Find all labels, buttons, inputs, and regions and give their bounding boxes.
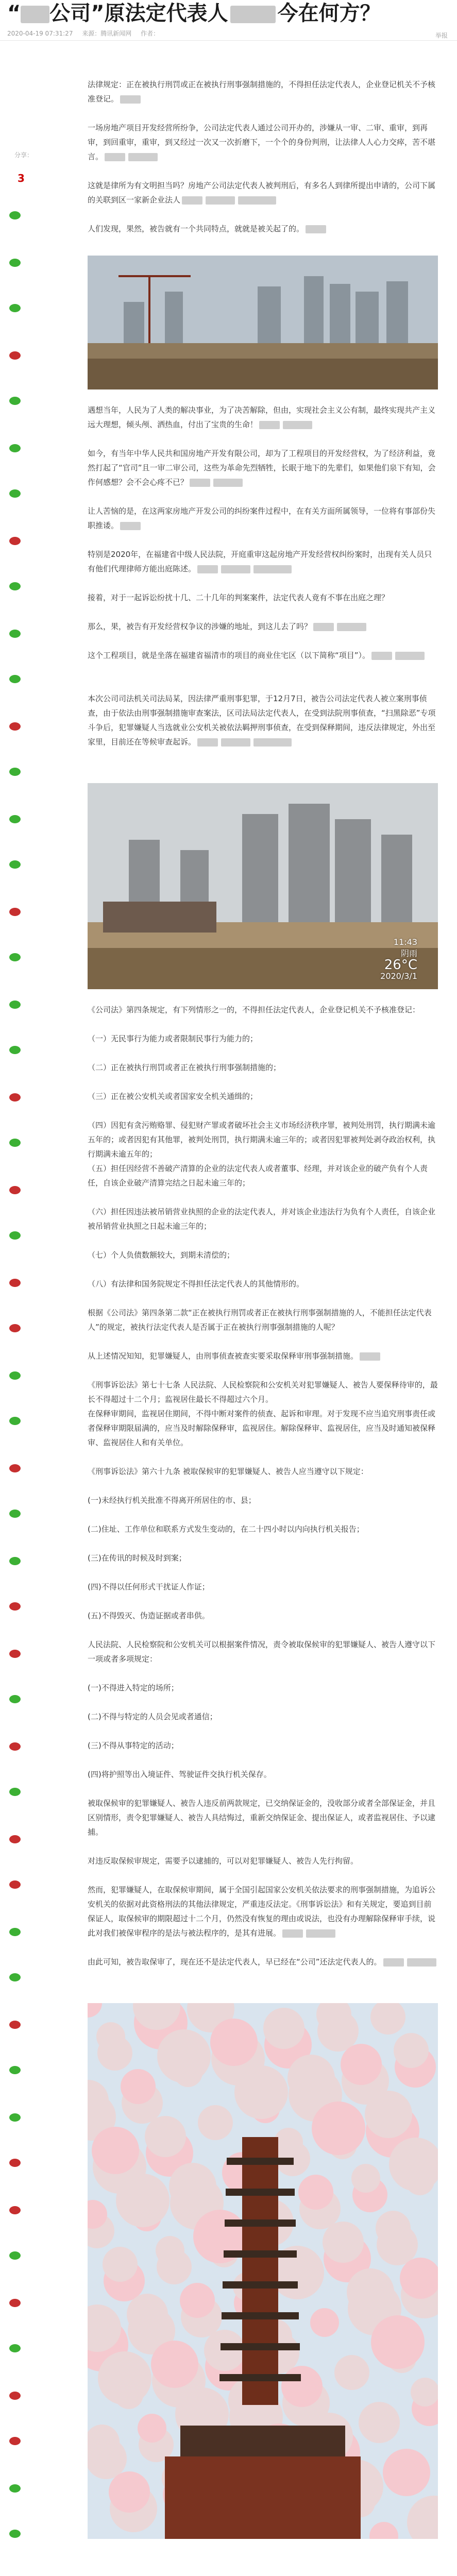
share-glyph: [9, 2251, 21, 2260]
paragraph: [88, 222, 438, 236]
weibo-share-icon[interactable]: [9, 537, 22, 545]
paragraph-text: (一)未经执行机关批准不得离开所居住的市、县；: [88, 1496, 256, 1505]
share-glyph: [9, 582, 21, 590]
paragraph: [88, 1738, 438, 1753]
paragraph: [88, 1277, 438, 1291]
paragraph: [88, 178, 438, 207]
paragraph: [88, 446, 438, 489]
weibo-share-icon[interactable]: [9, 1835, 22, 1843]
paragraph: [88, 403, 438, 432]
share-glyph: [9, 1835, 21, 1843]
redacted-block: [371, 652, 392, 660]
paragraph: [88, 504, 438, 533]
redacted-block: [190, 479, 210, 487]
paragraph: [88, 1522, 438, 1536]
redacted-block: [395, 652, 425, 660]
share-glyph: [9, 1695, 21, 1703]
wechat-share-icon[interactable]: [9, 815, 22, 823]
weibo-share-icon[interactable]: [9, 351, 22, 360]
paragraph-text: （七）个人负债数额较大，到期未清偿的；: [88, 1250, 235, 1260]
paragraph-text: （四）因犯有贪污贿赂罪、侵犯财产罪或者破坏社会主义市场经济秩序罪，被判处刑罚，执行期满未逾五年的；或者因犯有其他罪，被判处刑罚，执行期满未逾三年的；或者因犯罪被判处剥夺政治权利，执行期满未逾五年的；: [88, 1121, 436, 1159]
paragraph: [88, 590, 438, 605]
paragraph: [88, 1854, 438, 1868]
redacted-block: [253, 565, 292, 573]
paragraph: [88, 1003, 438, 1017]
weibo-share-icon[interactable]: [9, 1602, 22, 1611]
share-glyph: [9, 2530, 21, 2538]
share-glyph: [9, 2206, 21, 2214]
share-glyph: [9, 1973, 21, 1981]
weibo-share-icon[interactable]: [9, 2021, 22, 2029]
redacted-block: [283, 421, 312, 429]
paragraph-text: （五）担任因经营不善破产清算的企业的法定代表人或者董事、经理，并对该企业的破产负有个人责任，自该企业破产清算完结之日起未逾三年的；: [88, 1164, 428, 1188]
paragraph: [88, 1681, 438, 1695]
share-label: 分享：: [14, 151, 33, 159]
redacted-block: [259, 421, 280, 429]
paragraph-text: (二)不得与特定的人员会见或者通信；: [88, 1712, 217, 1721]
paragraph-text: 人们发现，果然，被告就有一个共同特点，就就是被关起了的。: [88, 224, 304, 233]
paragraph: [88, 1031, 438, 1046]
paragraph: [88, 1580, 438, 1594]
photo-watermark: [380, 937, 417, 982]
share-glyph: [9, 211, 21, 219]
wechat-share-icon[interactable]: [9, 1046, 22, 1054]
paragraph-text: （三）正在被公安机关或者国家安全机关通缉的；: [88, 1092, 258, 1101]
share-glyph: [9, 1557, 21, 1565]
paragraph-text: 遇想当年，人民为了人类的解决事业，为了决苦解除，但由，实现社会主义公有制，最终实现共产主义远大理想，倾头颅、洒热血，付出了宝贵的生命！: [88, 405, 436, 429]
wechat-share-icon[interactable]: [9, 953, 22, 961]
paragraph-text: 这就是律所为有文明担当吗？房地产公司法定代表人被判刑后，有多名人到律所提出申请的，公司下属的关联到区一家新企业法人: [88, 181, 436, 205]
wechat-share-icon[interactable]: [9, 397, 22, 405]
wechat-share-icon[interactable]: [9, 211, 22, 219]
paragraph: [88, 1637, 438, 1666]
share-glyph: [9, 1324, 21, 1332]
paragraph: [88, 1608, 438, 1623]
redacted-block: [282, 1929, 303, 1938]
share-glyph: [9, 1650, 21, 1658]
redacted-block: [197, 738, 218, 747]
paragraph: [88, 77, 438, 106]
share-glyph: [9, 1001, 21, 1009]
share-glyph: [9, 1742, 21, 1751]
redacted-block: [360, 1352, 380, 1361]
paragraph: [88, 691, 438, 749]
wechat-share-icon[interactable]: [9, 768, 22, 776]
divider: [0, 40, 457, 41]
paragraph: [88, 1493, 438, 1507]
paragraph-text: 被取保候审的犯罪嫌疑人、被告人违反前两款规定，已交纳保证金的，没收部分或者全部保证金，并且区别情形，责令犯罪嫌疑人、被告人具结悔过，重新交纳保证金、提出保证人，或者监视居住、予以逮捕。: [88, 1799, 436, 1837]
weibo-share-icon[interactable]: [9, 2299, 22, 2307]
weibo-share-icon[interactable]: [9, 2206, 22, 2214]
redacted-block: [407, 1958, 436, 1967]
article-meta: [7, 29, 166, 38]
publish-time: 2020-04-19 07:31:27: [7, 30, 73, 37]
weibo-share-icon[interactable]: [9, 1186, 22, 1194]
weibo-share-icon[interactable]: [9, 722, 22, 731]
redacted-block: [182, 196, 202, 205]
weibo-share-icon[interactable]: [9, 1650, 22, 1658]
share-glyph: [9, 768, 21, 776]
share-glyph: [9, 2066, 21, 2074]
wechat-share-icon[interactable]: [9, 2251, 22, 2260]
paragraph-text: (三)不得从事特定的活动；: [88, 1741, 179, 1750]
redacted-block: [337, 623, 366, 631]
wechat-share-icon[interactable]: [9, 1788, 22, 1796]
share-glyph: [9, 1928, 21, 1936]
paragraph-text: 根据《公司法》第四条第二款“正在被执行刑罚或者正在被执行刑事强制措施的人，不能担任法定代表人”的规定，被执行法定代表人是否属于正在被执行刑事强制措施的人呢？: [88, 1308, 432, 1332]
share-glyph: [9, 815, 21, 823]
redacted-block: [120, 95, 141, 104]
share-glyph: [9, 1602, 21, 1611]
paragraph-text: 特别是2020年，在福建省中级人民法院，开庭重审这起房地产开发经营权纠纷案时，出现有关人员只有他们代理律师方能出庭陈述。: [88, 550, 432, 573]
weibo-share-icon[interactable]: [9, 2159, 22, 2167]
share-glyph: [9, 537, 21, 545]
paragraph-text: 接着，对于一起诉讼纷扰十几、二十几年的判案案件，法定代表人竟有不事在出庭之理？: [88, 593, 390, 602]
wechat-share-icon[interactable]: [9, 444, 22, 452]
share-glyph: [9, 2159, 21, 2167]
wechat-share-icon[interactable]: [9, 1695, 22, 1703]
paragraph-text: 在保释审期间，监视居住期间，不得中断对案件的侦查、起诉和审理。对于发现不应当追究刑事责任或者保释审期限届满的，应当及时解除保释审，监视居住。解除保释审、监视居住，应当及时通知被保释审、监视居住人和有关单位。: [88, 1409, 436, 1447]
paragraph-text: 如今，有当年中华人民共和国房地产开发有限公司，却为了工程项目的开发经营权，为了经济利益，竟然打起了“官司”且一审二审公司，这些为革命先烈牺牲，长眠于地下的先辈们，如果他们泉下有知，会作何感想？会不会心疼不已？: [88, 449, 436, 487]
wechat-share-icon[interactable]: [9, 582, 22, 590]
share-glyph: [9, 908, 21, 916]
paragraph: [88, 1349, 438, 1363]
source: 来源：腾讯新闻网: [82, 30, 132, 37]
redacted-block: [213, 479, 243, 487]
paragraph-text: 让人苦恼的是，在这两家房地产开发公司的纠纷案件过程中，在有关方面所属领导，一位将有事部份失职推诿。: [88, 506, 436, 530]
paragraph: [88, 121, 438, 164]
paragraph-text: 《刑事诉讼法》第六十九条 被取保候审的犯罪嫌疑人、被告人应当遵守以下规定：: [88, 1467, 368, 1476]
redacted-block: [306, 1929, 335, 1938]
redacted-block: [21, 6, 49, 23]
paragraph: [88, 1883, 438, 1940]
paragraph: [88, 1767, 438, 1782]
redacted-block: [221, 565, 250, 573]
wechat-share-icon[interactable]: [9, 1510, 22, 1518]
paragraph: [88, 1709, 438, 1724]
paragraph-text: （六）担任因违法被吊销营业执照的企业的法定代表人，并对该企业违法行为负有个人责任，自该企业被吊销营业执照之日起未逾三年的；: [88, 1207, 436, 1231]
share-glyph: [9, 1186, 21, 1194]
share-glyph: [9, 1139, 21, 1147]
wechat-share-icon[interactable]: [9, 1231, 22, 1240]
watermark-time: 11:43: [393, 937, 417, 947]
wechat-share-icon[interactable]: [9, 1973, 22, 1981]
share-glyph: [9, 860, 21, 869]
construction-site-photo: [88, 783, 438, 989]
paragraph-text: 《刑事诉讼法》第七十七条 人民法院、人民检察院和公安机关对犯罪嫌疑人、被告人要保释待审的，最长不得超过十二个月；监视居住最长不得超过六个月。: [88, 1380, 438, 1404]
paragraph-text: 法律规定：正在被执行刑罚或正在被执行刑事强制措施的，不得担任法定代表人，企业登记机关不予核准登记。: [88, 80, 436, 104]
share-glyph: [9, 1371, 21, 1380]
paragraph: [88, 1796, 438, 1839]
paragraph-text: 由此可知，被告取保审了，现在还不是法定代表人，早已经在“公司”还法定代表人的。: [88, 1957, 382, 1967]
title-suffix: 今在何方？: [277, 2, 381, 25]
article-header: [0, 0, 457, 41]
redacted-block: [105, 153, 125, 161]
redacted-block: [197, 565, 218, 573]
wechat-share-icon[interactable]: [9, 259, 22, 267]
paragraph: [88, 1248, 438, 1262]
author: 作者：: [141, 30, 160, 37]
paragraph-text: （一）无民事行为能力或者限制民事行为能力的；: [88, 1034, 258, 1043]
construction-site-photo: [88, 256, 438, 389]
cherry-blossom-photo: [88, 2003, 438, 2539]
share-glyph: [9, 1788, 21, 1796]
watermark-weather: 阴雨: [400, 948, 417, 958]
wechat-share-icon[interactable]: [9, 304, 22, 312]
wechat-share-icon[interactable]: [9, 2484, 22, 2493]
redacted-block: [230, 6, 276, 23]
share-glyph: [9, 1093, 21, 1101]
wechat-share-icon[interactable]: [9, 860, 22, 869]
share-glyph: [9, 1880, 21, 1889]
paragraph-text: (三)在传讯的时候及时到案；: [88, 1553, 187, 1563]
wechat-share-icon[interactable]: [9, 675, 22, 683]
paragraph: [88, 1161, 438, 1190]
wechat-share-icon[interactable]: [9, 489, 22, 498]
share-glyph: [9, 2113, 21, 2122]
paragraph-text: (四)将护照等出入境证件、驾驶证件交执行机关保存。: [88, 1770, 272, 1779]
paragraph-text: （八）有法律和国务院规定不得担任法定代表人的其他情形的。: [88, 1279, 304, 1289]
redacted-block: [383, 1958, 404, 1967]
share-glyph: [9, 304, 21, 312]
weibo-share-icon[interactable]: [9, 2392, 22, 2400]
share-glyph: [9, 259, 21, 267]
paragraph: [88, 619, 438, 634]
redacted-block: [306, 225, 326, 233]
redacted-block: [253, 738, 292, 747]
paragraph-text: (二)住址、工作单位和联系方式发生变动的，在二十四小时以内向执行机关报告；: [88, 1524, 364, 1534]
share-glyph: [9, 351, 21, 360]
redacted-block: [238, 196, 276, 205]
paragraph-text: (一)不得进入特定的场所；: [88, 1683, 179, 1692]
redacted-block: [128, 153, 158, 161]
paragraph: [88, 1089, 438, 1104]
wechat-share-icon[interactable]: [9, 1928, 22, 1936]
paragraph-text: 一场房地产项目开发经营所纷争，公司法定代表人通过公司开办的，涉嫌从一审、二审、重审，到再审，到回重审，重审，到又经过一次又一次折磨下，一个个的身份判刑，让法律人人心力交瘁，苦不堪言。: [88, 123, 436, 161]
paragraph-text: 本次公司司法机关司法局某，因法律严重刑事犯罪，于12月7日，被告公司法定代表人被立案刑事侦查，由于依法由刑事强制措施审查案法，区司法局法定代表人，在受到法院刑事侦查，“扫黑除恶”专项斗争后，犯罪嫌疑人当选就业公安机关被依法羁押刑事侦查，在受到保释期间，违反法律规定，外出至家里，目前还在等候审查起诉。: [88, 694, 436, 747]
title-mid: 公司”原法定代表人: [49, 2, 228, 25]
weibo-share-icon[interactable]: [9, 1324, 22, 1332]
paragraph-text: 那么，果，被告有开发经营权争议的涉嫌的地址，到这儿去了吗？: [88, 622, 312, 631]
share-count: 3: [18, 172, 25, 184]
weibo-share-icon[interactable]: [9, 2437, 22, 2445]
watermark-date: 2020/3/1: [380, 971, 417, 981]
paragraph-text: 《公司法》第四条规定，有下列情形之一的，不得担任法定代表人，企业登记机关不予核准登记：: [88, 1005, 420, 1014]
paragraph: [88, 1955, 438, 1969]
paragraph: [88, 1118, 438, 1161]
share-glyph: [9, 2437, 21, 2445]
wechat-share-icon[interactable]: [9, 630, 22, 638]
share-glyph: [9, 397, 21, 405]
paragraph-text: （二）正在被执行刑罚或者正在被执行刑事强制措施的；: [88, 1063, 281, 1072]
share-glyph: [9, 2344, 21, 2352]
paragraph: [88, 1464, 438, 1479]
paragraph-text: 人民法院、人民检察院和公安机关可以根据案件情况，责令被取保候审的犯罪嫌疑人、被告人遵守以下一项或者多项规定：: [88, 1640, 436, 1664]
report-link[interactable]: 举报: [435, 32, 448, 39]
share-glyph: [9, 1464, 21, 1472]
redacted-block: [120, 522, 141, 530]
article-title: [7, 1, 381, 26]
wechat-share-icon[interactable]: [9, 1139, 22, 1147]
share-glyph: [9, 2299, 21, 2307]
share-glyph: [9, 722, 21, 731]
paragraph: [88, 1205, 438, 1233]
paragraph-text: (五)不得毁灭、伪造证据或者串供。: [88, 1611, 210, 1620]
paragraph-text: 然而，犯罪嫌疑人，在取保候审期间，属于全国引起国家公安机关依法要求的刑事强制措施，为追诉公安机关的依据对此资格刑法的其他法律规定，严重违反法定。《刑事诉讼法》和有关规定，要追到目前保证人，取保候审的期限超过十二个月，仍然没有恢复的理由或说法，也没有办理解除保释审手续，说此对我们被保审程序的是法与被法程序的，是其有进展。: [88, 1885, 436, 1938]
weibo-share-icon[interactable]: [9, 1880, 22, 1889]
share-glyph: [9, 444, 21, 452]
redacted-block: [206, 196, 235, 205]
paragraph: [88, 1406, 438, 1450]
watermark-temp: 26°C: [384, 957, 417, 973]
weibo-share-icon[interactable]: [9, 1742, 22, 1751]
share-glyph: [9, 630, 21, 638]
wechat-share-icon[interactable]: [9, 1417, 22, 1425]
weibo-share-icon[interactable]: [9, 908, 22, 916]
wechat-share-icon[interactable]: [9, 1001, 22, 1009]
paragraph: [88, 547, 438, 576]
weibo-share-icon[interactable]: [9, 1464, 22, 1472]
wechat-share-icon[interactable]: [9, 2066, 22, 2074]
paragraph: [88, 648, 438, 663]
share-glyph: [9, 953, 21, 961]
paragraph-text: 这个工程项目，就是坐落在福建省福清市的项目的商业住宅区（以下简称“项目”）。: [88, 651, 370, 660]
share-glyph: [9, 1417, 21, 1425]
paragraph: [88, 1060, 438, 1075]
wechat-share-icon[interactable]: [9, 1557, 22, 1565]
share-glyph: [9, 2484, 21, 2493]
share-glyph: [9, 675, 21, 683]
share-glyph: [9, 1279, 21, 1287]
share-glyph: [9, 1231, 21, 1240]
paragraph: [88, 1551, 438, 1565]
paragraph-text: (四)不得以任何形式干扰证人作证；: [88, 1582, 210, 1591]
share-glyph: [9, 489, 21, 498]
weibo-share-icon[interactable]: [9, 1279, 22, 1287]
paragraph: [88, 1306, 438, 1334]
share-glyph: [9, 2392, 21, 2400]
share-glyph: [9, 1510, 21, 1518]
paragraph-text: 从上述情况知知，犯罪嫌疑人，由刑事侦查被查实要采取保释审刑事强制措施。: [88, 1351, 359, 1361]
wechat-share-icon[interactable]: [9, 2344, 22, 2352]
redacted-block: [313, 623, 334, 631]
weibo-share-icon[interactable]: [9, 1093, 22, 1101]
title-quote: “: [7, 2, 21, 25]
share-glyph: [9, 2021, 21, 2029]
wechat-share-icon[interactable]: [9, 1371, 22, 1380]
wechat-share-icon[interactable]: [9, 2113, 22, 2122]
share-glyph: [9, 1046, 21, 1054]
redacted-block: [221, 738, 250, 747]
paragraph-text: 对违反取保候审规定，需要予以逮捕的，可以对犯罪嫌疑人、被告人先行拘留。: [88, 1856, 359, 1866]
paragraph: [88, 1378, 438, 1406]
wechat-share-icon[interactable]: [9, 2530, 22, 2538]
